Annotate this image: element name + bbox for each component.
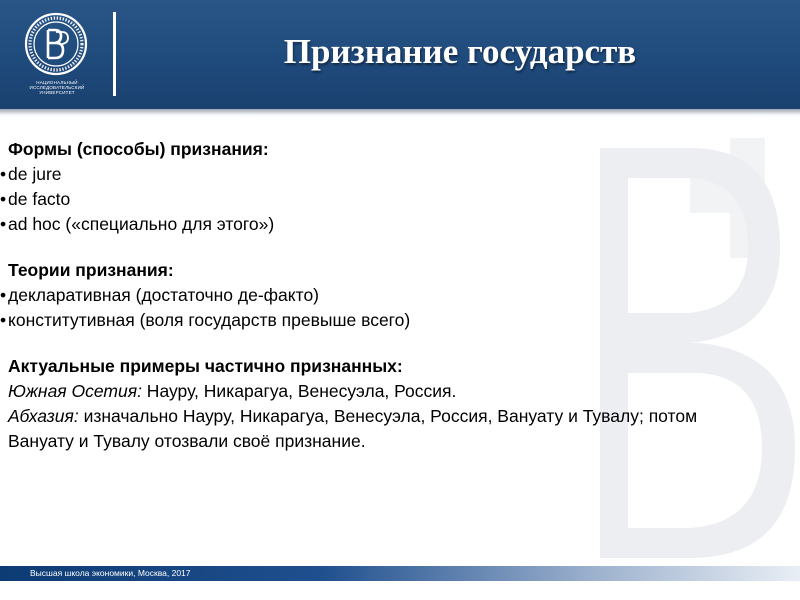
list-item-text: конститутивная (воля государств превыше всего) xyxy=(8,310,411,330)
list-item xyxy=(0,283,760,308)
bullet-dot: • xyxy=(0,189,7,209)
hse-emblem-icon xyxy=(24,12,88,76)
header-shadow xyxy=(0,109,800,117)
list-item xyxy=(0,187,760,212)
list-item xyxy=(0,162,760,187)
abkhazia-paragraph xyxy=(0,404,760,454)
list-item-text: de facto xyxy=(8,189,71,209)
forms-heading: Формы (способы) признания: xyxy=(8,139,269,159)
theories-heading: Теории признания: xyxy=(8,260,174,280)
bullet-dot: • xyxy=(0,310,7,330)
bullet-dot: • xyxy=(0,164,7,184)
slide-body xyxy=(0,137,760,454)
logo-caption: НАЦИОНАЛЬНЫЙ ИССЛЕДОВАТЕЛЬСКИЙ УНИВЕРСИТЕТ xyxy=(29,80,85,95)
bullet-dot: • xyxy=(0,214,7,234)
list-item xyxy=(0,308,760,333)
slide-title: Признание государств xyxy=(283,32,637,71)
south-ossetia-label: Южная Осетия: xyxy=(8,381,142,401)
abkhazia-label: Абхазия: xyxy=(8,406,79,426)
hse-logo xyxy=(14,12,104,96)
list-item-text: декларативная (достаточно де-факто) xyxy=(8,285,320,305)
bullet-dot: • xyxy=(0,285,7,305)
header-divider xyxy=(113,12,116,96)
slide-header xyxy=(0,0,800,109)
south-ossetia-text: Науру, Никарагуа, Венесуэла, Россия. xyxy=(141,381,457,401)
abkhazia-text: изначально Науру, Никарагуа, Венесуэла, Россия, Вануату и Тувалу; потом Вануату и Тувалу отозвали своё признание. xyxy=(8,406,698,451)
list-item xyxy=(0,212,760,237)
footer-text: Высшая школа экономики, Москва, 2017 xyxy=(30,568,191,578)
south-ossetia-line xyxy=(0,379,760,404)
list-item-text: de jure xyxy=(8,164,62,184)
examples-heading: Актуальные примеры частично признанных: xyxy=(8,356,403,376)
list-item-text: ad hoc («специально для этого») xyxy=(8,214,275,234)
